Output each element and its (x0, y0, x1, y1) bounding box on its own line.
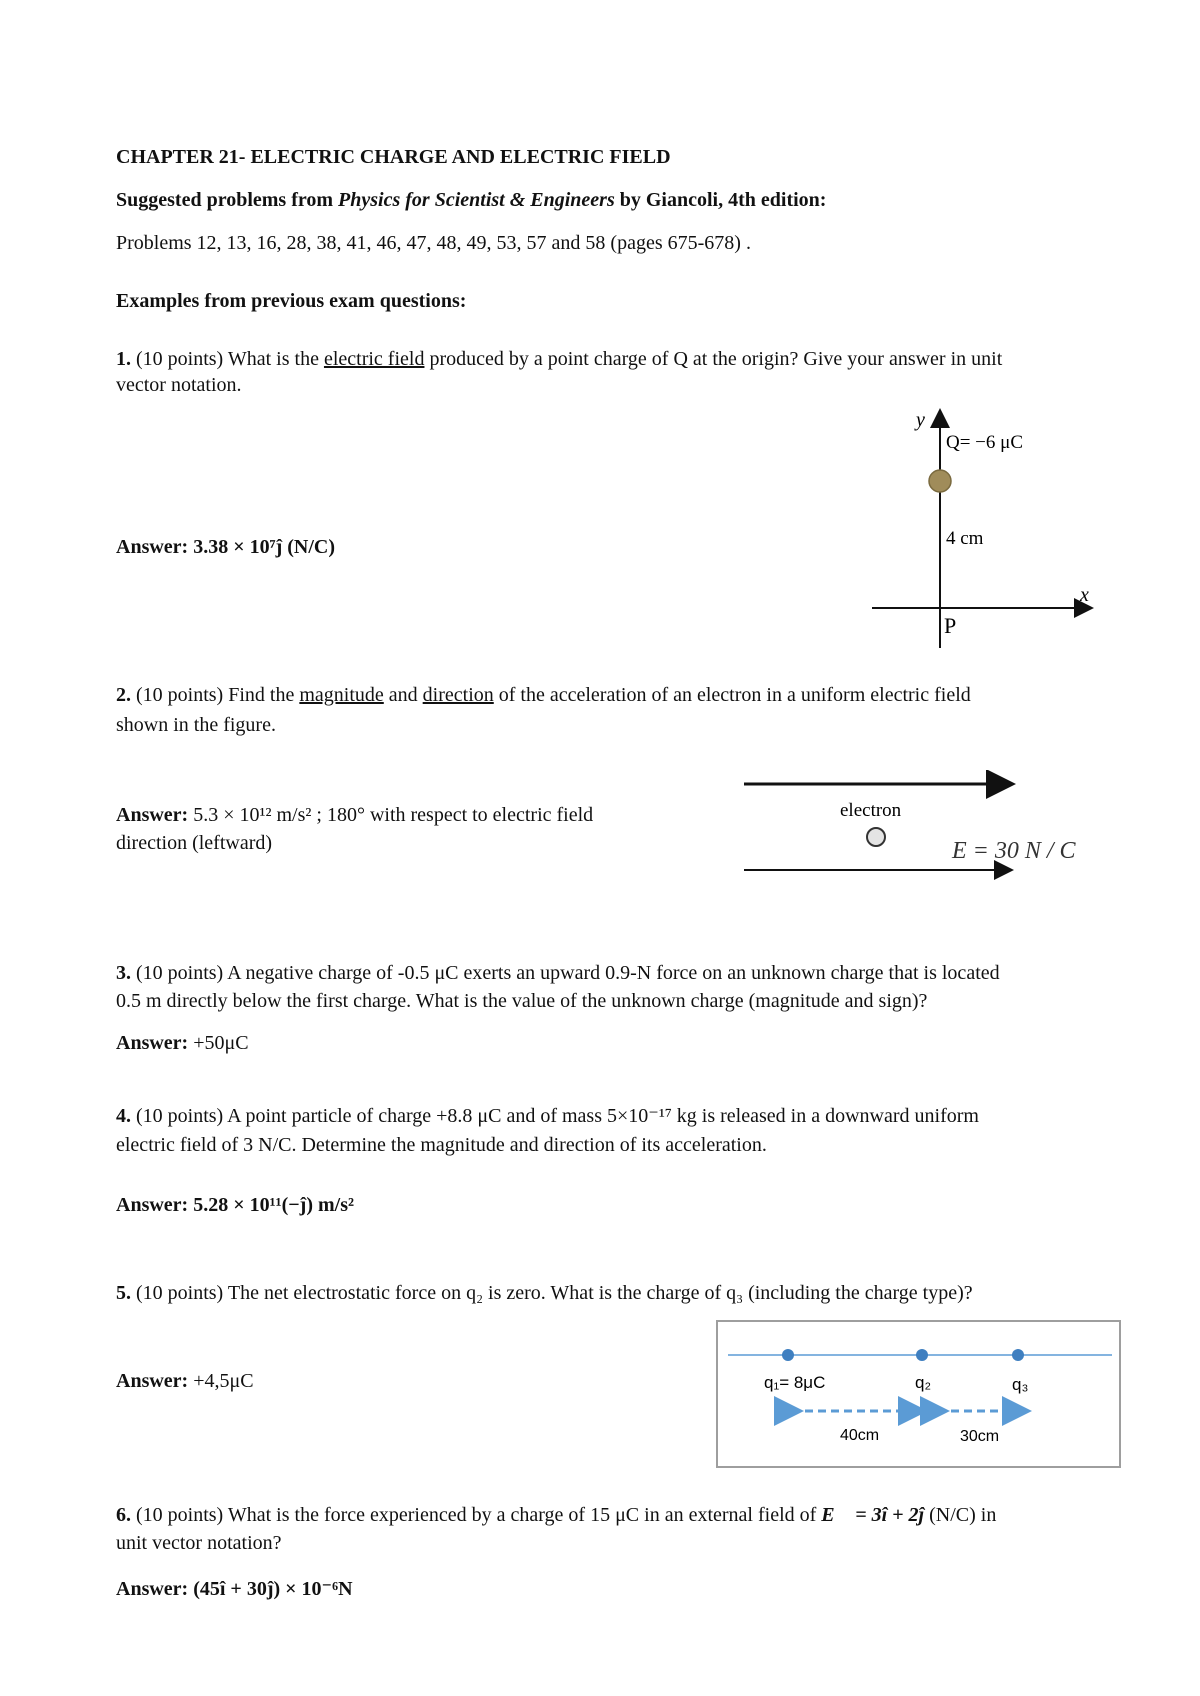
question-4-line1: 4. (10 points) A point particle of charge +8.8 μC and of mass 5×10⁻¹⁷ kg is released in a downward uniform (116, 1105, 979, 1127)
charge-q3 (1012, 1349, 1024, 1361)
answer-3: Answer: +50μC (116, 1032, 249, 1054)
charge-label: Q= −6 μC (946, 432, 1024, 453)
figure-q2-uniform-field (740, 770, 1110, 880)
charge-q2 (916, 1349, 928, 1361)
question-2-line2: shown in the figure. (116, 714, 276, 736)
answer-4: Answer: 5.28 × 10¹¹(−ĵ) m/s² (116, 1194, 354, 1216)
answer-6: Answer: (45î + 30ĵ) × 10⁻⁶N (116, 1578, 353, 1600)
question-3-line1: 3. (10 points) A negative charge of -0.5 μC exerts an upward 0.9-N force on an unknown charge that is located (116, 962, 1000, 984)
question-1-line1: 1. (10 points) What is the electric field produced by a point charge of Q at the origin? Give your answer in unit (116, 348, 1003, 370)
field-label: E = 30 N / C (952, 838, 1076, 864)
q1-label: q₁= 8μC (764, 1373, 826, 1392)
figure-box (717, 1321, 1120, 1467)
distance-40cm-label: 40cm (840, 1427, 880, 1444)
q2-label: q₂ (915, 1373, 932, 1392)
question-5-line1: 5. (10 points) The net electrostatic force on q₂ is zero. What is the charge of q₃ (including the charge type)? (116, 1282, 973, 1304)
question-2-line1: 2. (10 points) Find the magnitude and direction of the acceleration of an electron in a uniform electric field (116, 684, 971, 706)
electron (867, 828, 885, 846)
suggested-problems-line: Suggested problems from Physics for Scientist & Engineers by Giancoli, 4th edition: (116, 189, 827, 211)
question-1-line2: vector notation. (116, 374, 242, 396)
question-6-line1: 6. (10 points) What is the force experienced by a charge of 15 μC in an external field of E⃗ = 3î + 2ĵ (N/C) in (116, 1504, 997, 1526)
answer-5: Answer: +4,5μC (116, 1370, 254, 1392)
distance-label: 4 cm (946, 528, 984, 549)
examples-heading: Examples from previous exam questions: (116, 290, 467, 312)
electron-label: electron (840, 800, 902, 821)
figure-q1-point-charge (868, 408, 1108, 658)
answer-1: Answer: 3.38 × 10⁷ĵ (N/C) (116, 536, 336, 558)
answer-2-line2: direction (leftward) (116, 832, 273, 854)
question-3-line2: 0.5 m directly below the first charge. What is the value of the unknown charge (magnitude and sign)? (116, 990, 928, 1012)
x-axis-label: x (1080, 584, 1089, 606)
question-6-line2: unit vector notation? (116, 1532, 282, 1554)
y-axis-label: y (916, 409, 925, 431)
answer-2-line1: Answer: 5.3 × 10¹² m/s² ; 180° with respect to electric field (116, 804, 594, 826)
book-title: Physics for Scientist & Engineers (338, 189, 615, 211)
point-charge-q (929, 470, 951, 492)
figure-q5-three-charges (716, 1320, 1122, 1470)
distance-30cm-label: 30cm (960, 1428, 1000, 1445)
chapter-title: CHAPTER 21- ELECTRIC CHARGE AND ELECTRIC FIELD (116, 146, 671, 168)
point-p-label: P (944, 613, 957, 638)
problems-list: Problems 12, 13, 16, 28, 38, 41, 46, 47, 48, 49, 53, 57 and 58 (pages 675-678) . (116, 232, 751, 254)
q3-label: q₃ (1012, 1375, 1029, 1394)
charge-q1 (782, 1349, 794, 1361)
question-4-line2: electric field of 3 N/C. Determine the magnitude and direction of its acceleration. (116, 1134, 767, 1156)
